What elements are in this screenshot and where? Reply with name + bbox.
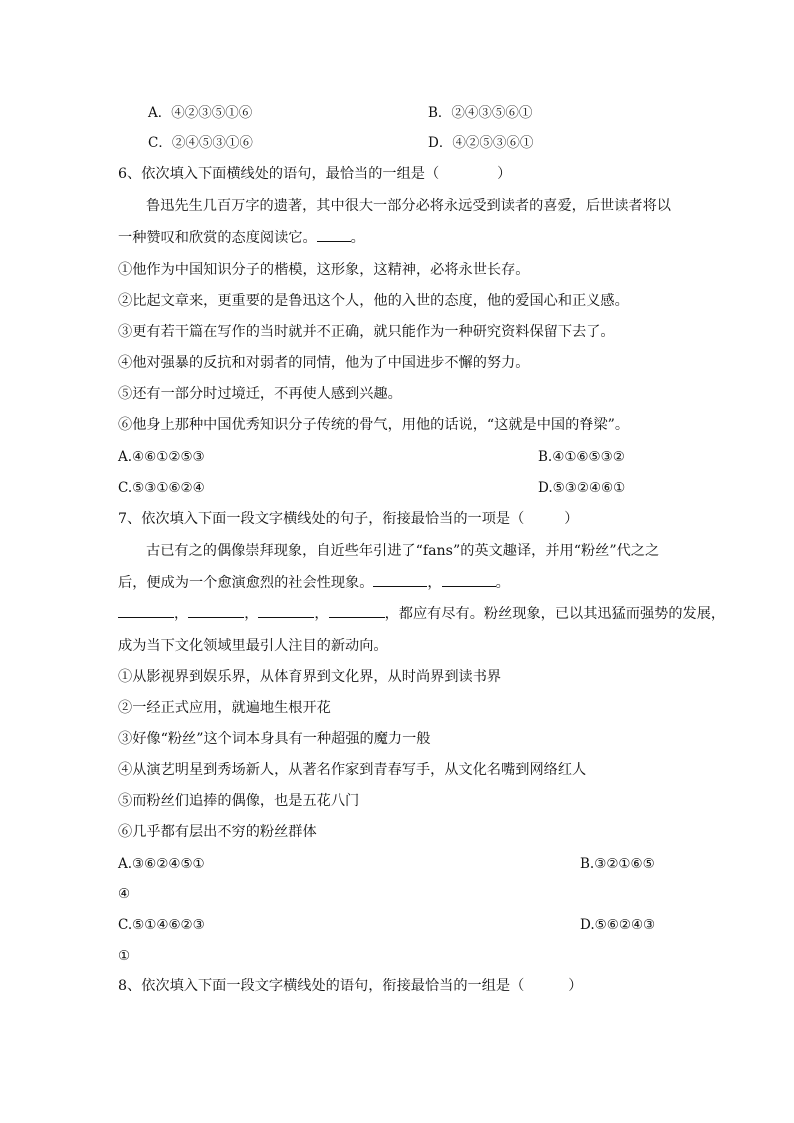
fill-blank <box>329 605 385 618</box>
q7-option-d-wrap: ① <box>118 948 131 964</box>
q7-item-4: ④从演艺明星到秀场新人，从著名作家到青春写手，从文化名嘴到网络红人 <box>118 762 587 778</box>
q6-item-5: ⑤还有一部分时过境迁，不再使人感到兴趣。 <box>118 386 402 402</box>
q6-item-2: ②比起文章来，更重要的是鲁迅这个人，他的入世的态度，他的爱国心和正义感。 <box>118 293 629 309</box>
punctuation: ， <box>314 606 329 622</box>
q7-passage-line-3-tail: ，都应有尽有。粉丝现象，已以其迅猛而强势的发展， <box>384 606 726 622</box>
q5-option-b: B．②④③⑤⑥① <box>428 105 533 121</box>
q6-item-1: ①他作为中国知识分子的楷模，这形象，这精神，必将永世长存。 <box>118 262 530 278</box>
q5-option-c: C．②④⑤③①⑥ <box>148 135 253 151</box>
q6-stem <box>118 164 511 184</box>
q6-option-c: C.⑤③①⑥②④ <box>118 480 205 496</box>
q7-item-3: ③好像“粉丝”这个词本身具有一种超强的魔力一般 <box>118 731 431 747</box>
q6-item-3: ③更有若干篇在写作的当时就并不正确，就只能作为一种研究资料保留下去了。 <box>118 324 615 340</box>
q7-option-c: C.⑤①④⑥②③ <box>118 917 205 933</box>
q8-stem-text: 8、依次填入下面一段文字横线处的语句，衔接最恰当的一组是（ <box>118 978 525 994</box>
q7-stem-text: 7、依次填入下面一段文字横线处的句子，衔接最恰当的一项是（ <box>118 511 525 527</box>
q6-option-b: B.④①⑥⑤③② <box>538 449 625 465</box>
punctuation: ， <box>427 575 442 591</box>
q7-stem-close: ） <box>564 511 579 527</box>
q8-stem-close: ） <box>568 978 583 994</box>
q7-passage-line-2 <box>118 573 510 593</box>
q7-item-2: ②一经正式应用，就遍地生根开花 <box>118 700 331 716</box>
q7-option-a: A.③⑥②④⑤① <box>118 856 205 872</box>
fill-blank <box>442 574 496 587</box>
q7-item-5: ⑤而粉丝们追捧的偶像，也是五花八门 <box>118 793 360 809</box>
punctuation: ， <box>174 606 189 622</box>
q8-stem <box>118 976 582 996</box>
punctuation: 。 <box>495 575 510 591</box>
q5-option-a: A．④②③⑤①⑥ <box>148 105 253 121</box>
q6-stem-close: ） <box>497 166 512 182</box>
q6-stem-text: 6、依次填入下面横线处的语句，最恰当的一组是（ <box>118 166 440 182</box>
fill-blank <box>188 605 244 618</box>
q7-passage-line-4: 成为当下文化领域里最引人注目的新动向。 <box>118 638 388 654</box>
q6-passage-line-1: 鲁迅先生几百万字的遗著，其中很大一部分必将永远受到读者的喜爱，后世读者将以 <box>146 198 671 214</box>
q6-option-a: A.④⑥①②⑤③ <box>118 449 205 465</box>
q6-passage-text: 一种赞叹和欣赏的态度阅读它。 <box>118 230 317 246</box>
q7-passage-line-1: 古已有之的偶像崇拜现象，自近些年引进了“fans”的英文趣译，并用“粉丝”代之之 <box>146 543 660 559</box>
q7-item-6: ⑥几乎都有层出不穷的粉丝群体 <box>118 824 317 840</box>
q7-stem <box>118 509 578 529</box>
fill-blank <box>258 605 314 618</box>
q6-passage-end: 。 <box>350 230 365 246</box>
q6-option-d: D.⑤③②④⑥① <box>538 480 626 496</box>
punctuation: ， <box>244 606 259 622</box>
q6-passage-line-2 <box>118 228 365 248</box>
q6-item-6: ⑥他身上那种中国优秀知识分子传统的骨气，用他的话说，“这就是中国的脊梁”。 <box>118 417 630 433</box>
q7-option-b: B.③②①⑥⑤ <box>580 856 655 872</box>
fill-blank <box>317 229 351 242</box>
fill-blank <box>373 574 427 587</box>
q7-option-d: D.⑤⑥②④③ <box>580 917 656 933</box>
q6-item-4: ④他对强暴的反抗和对弱者的同情，他为了中国进步不懈的努力。 <box>118 355 530 371</box>
fill-blank <box>118 605 174 618</box>
q5-option-d: D．④②⑤③⑥① <box>428 135 534 151</box>
q7-option-b-wrap: ④ <box>118 886 131 902</box>
q7-passage-text: 后，便成为一个愈演愈烈的社会性现象。 <box>118 575 374 591</box>
q7-passage-line-3 <box>118 604 725 624</box>
q7-item-1: ①从影视界到娱乐界，从体育界到文化界，从时尚界到读书界 <box>118 669 502 685</box>
